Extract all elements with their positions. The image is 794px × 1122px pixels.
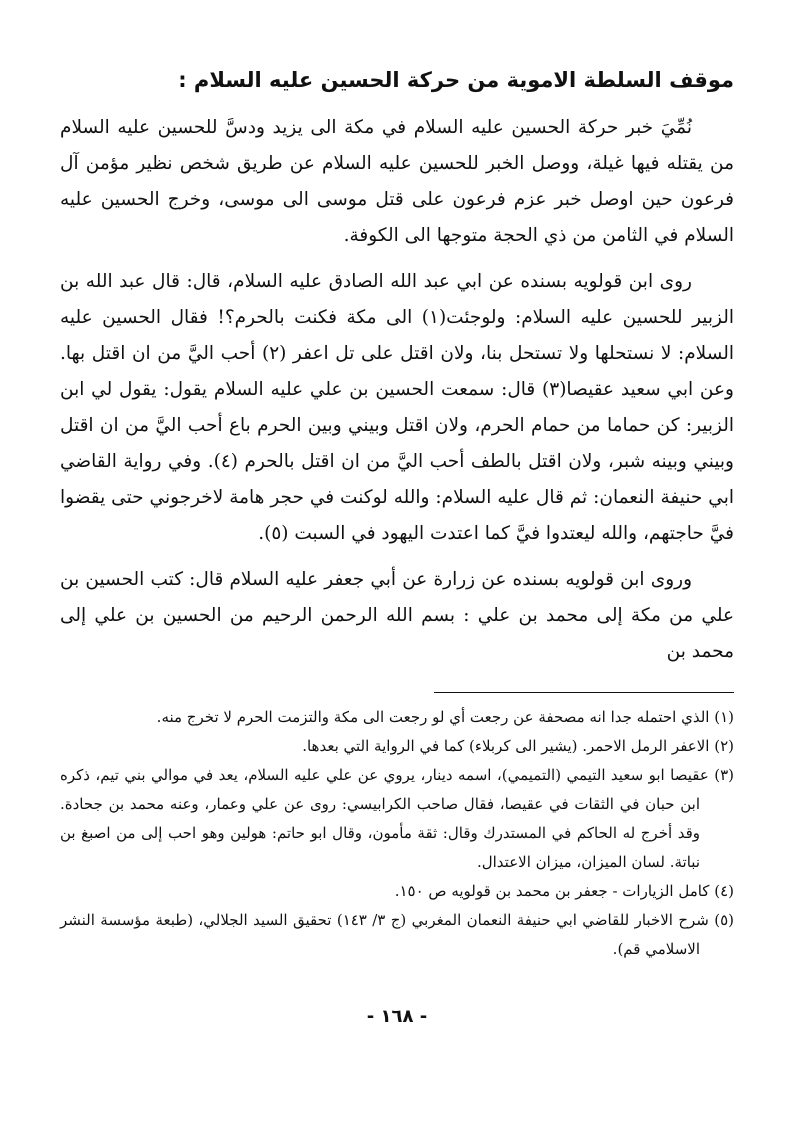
paragraph-1: نُمِّيَ خبر حركة الحسين عليه السلام في مكة الى يزيد ودسَّ للحسين عليه السلام من يقتله فيها غيلة، ووصل الخبر للحسين عليه السلام عن طريق شخص نظير مؤمن آل فرعون حين اوصل خبر عزم فرعون على قتل موسى الى موسى، وخرج الحسين عليه السلام في الثامن من ذي الحجة متوجها الى الكوفة.: [60, 117, 734, 246]
paragraph-2: روى ابن قولويه بسنده عن ابي عبد الله الصادق عليه السلام، قال: قال عبد الله بن الزبير للحسين عليه السلام: ولوجئت(١) الى مكة فكنت بالحرم؟! فقال الحسين عليه السلام: لا نستحلها ولا تستحل بنا، ولان اقتل على تل اعفر (٢) أحب اليَّ من ان اقتل بها. وعن ابي سعيد عقيصا(٣) قال: سمعت الحسين بن علي عليه السلام يقول: يقول لي ابن الزبير: كن حماما من حمام الحرم، ولان اقتل وبيني وبين الحرم باع أحب اليَّ من ان اقتل وبيني وبينه شبر، ولان اقتل بالطف أحب اليَّ من ان اقتل بالحرم (٤). وفي رواية القاضي ابي حنيفة النعمان: ثم قال عليه السلام: والله لوكنت في حجر هامة لاخرجوني حتى يقضوا فيَّ حاجتهم، والله ليعتدوا فيَّ كما اعتدت اليهود في السبت (٥).: [60, 271, 734, 544]
section-heading: موقف السلطة الاموية من حركة الحسين عليه السلام :: [178, 68, 734, 92]
footnote-1: (١) الذي احتمله جدا انه مصحفة عن رجعت أي لو رجعت الى مكة والتزمت الحرم لا تخرج منه.: [156, 708, 734, 726]
paragraph-3: وروى ابن قولويه بسنده عن زرارة عن أبي جعفر عليه السلام قال: كتب الحسين بن علي من مكة إلى محمد بن علي : بسم الله الرحمن الرحيم من الحسين بن علي إلى محمد بن: [60, 569, 734, 662]
footnote-5: (٥) شرح الاخبار للقاضي ابي حنيفة النعمان المغربي (ج ٣/ ١٤٣) تحقيق السيد الجلالي، (طبعة مؤسسة النشر الاسلامي قم).: [60, 911, 734, 958]
footnotes: [60, 703, 734, 964]
footnote-2: (٢) الاعفر الرمل الاحمر. (يشير الى كربلاء) كما في الرواية التي بعدها.: [302, 737, 734, 755]
footnote-3: (٣) عقيصا ابو سعيد التيمي (التميمي)، اسمه دينار، يروي عن علي عليه السلام، يعد في موالي بني تيم، ذكره ابن حبان في الثقات في عقيصا، فقال صاحب الكرابيسي: روى عن علي وعمار، وعنه محمد بن جحادة. وقد أخرج له الحاكم في المستدرك وقال: ثقة مأمون، وقال ابو حاتم: هولين وهو احب إلى من اصبغ بن نباتة. لسان الميزان، ميزان الاعتدال.: [60, 766, 734, 871]
page-number: - ١٦٨ -: [366, 1006, 428, 1027]
footnote-divider: [434, 692, 734, 693]
footnote-4: (٤) كامل الزيارات - جعفر بن محمد بن قولويه ص ١٥٠.: [394, 882, 734, 900]
page: [60, 62, 734, 1122]
